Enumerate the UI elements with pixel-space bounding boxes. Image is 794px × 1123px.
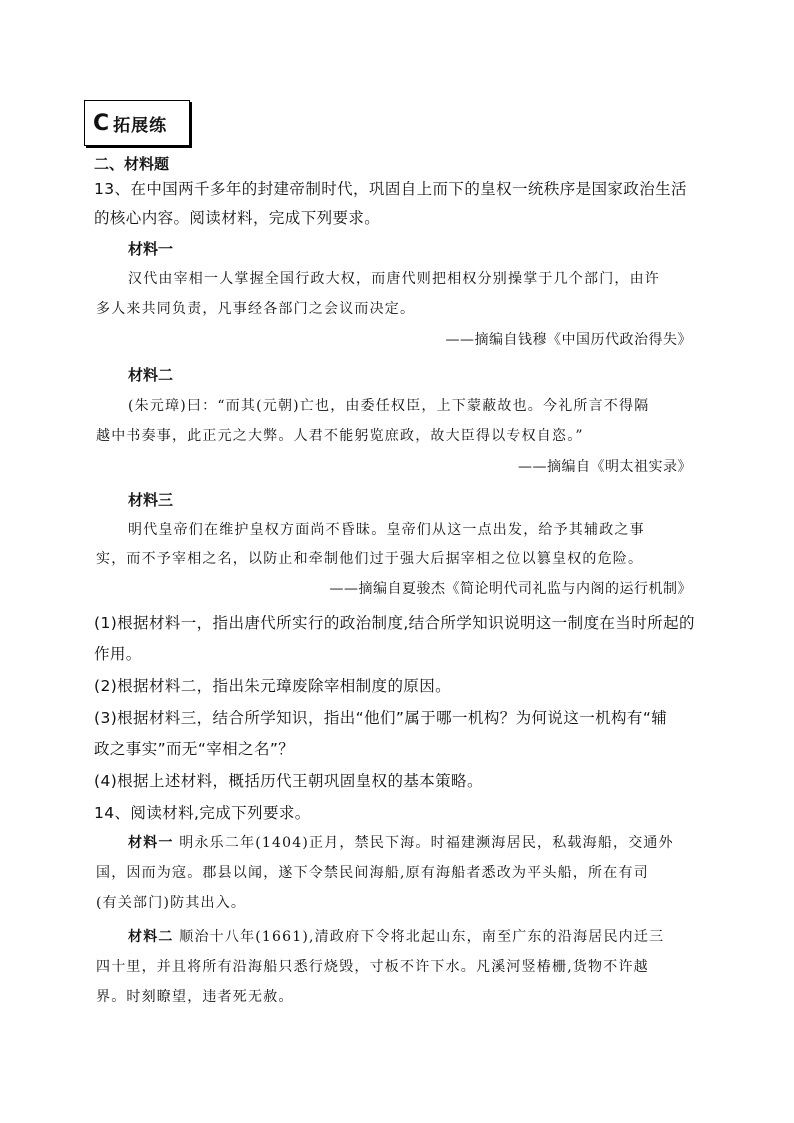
q13-sub3-line1: (3)根据材料三，结合所学知识，指出“他们”属于哪一机构？为何说这一机构有“辅 bbox=[94, 709, 668, 727]
q14-material1-title: 材料一 bbox=[128, 835, 174, 851]
q13-material3-source: ——摘编自夏骏杰《简论明代司礼监与内阁的运行机制》 bbox=[329, 581, 692, 597]
q14-material1-line3: (有关部门)防其出入。 bbox=[96, 895, 247, 911]
q13-material1-line1: 汉代由宰相一人掌握全国行政大权，而唐代则把相权分别操掌于几个部门，由许 bbox=[128, 271, 660, 287]
q13-material2-title: 材料二 bbox=[128, 366, 174, 384]
section-title: 二、材料题 bbox=[94, 155, 170, 173]
q13-sub3-line2: 政之事实”而无“宰相之名”？ bbox=[94, 740, 295, 758]
q13-material3-title: 材料三 bbox=[128, 491, 174, 509]
q13-sub1-line2: 作用。 bbox=[94, 645, 142, 663]
q13-material1-line2: 多人来共同负责，凡事经各部门之会议而决定。 bbox=[96, 301, 416, 317]
q13-material1-title: 材料一 bbox=[128, 240, 174, 258]
q14-material1-line2: 国，因而为寇。郡县以闻，遂下令禁民间海船,原有海船者悉改为平头船，所在有司 bbox=[96, 865, 649, 881]
q14-material2-title: 材料二 bbox=[128, 929, 174, 945]
q13-sub2: (2)根据材料二，指出朱元璋废除宰相制度的原因。 bbox=[94, 677, 452, 695]
q14-material2-line2: 四十里，并且将所有沿海船只悉行烧毁，寸板不许下水。凡溪河竖椿栅,货物不许越 bbox=[96, 959, 649, 975]
section-badge bbox=[84, 100, 190, 146]
badge-letter: C bbox=[93, 110, 110, 136]
q13-stem-line1: 13、在中国两千多年的封建帝制时代，巩固自上而下的皇权一统秩序是国家政治生活 bbox=[94, 180, 687, 198]
q13-sub4: (4)根据上述材料，概括历代王朝巩固皇权的基本策略。 bbox=[94, 772, 483, 790]
q14-material2-line3: 界。时刻瞭望，违者死无赦。 bbox=[96, 989, 294, 1005]
q14-material1-text: 明永乐二年(1404)正月，禁民下海。时福建濒海居民，私载海船，交通外 bbox=[179, 835, 674, 851]
q13-sub1-line1: (1)根据材料一，指出唐代所实行的政治制度,结合所学知识说明这一制度在当时所起的 bbox=[94, 614, 695, 632]
q13-material1-source: ——摘编自钱穆《中国历代政治得失》 bbox=[445, 332, 692, 348]
q13-material2-source: ——摘编自《明太祖实录》 bbox=[518, 459, 692, 475]
q13-material3-line2: 实，而不予宰相之名，以防止和牵制他们过于强大后据宰相之位以篡皇权的危险。 bbox=[96, 551, 644, 567]
q14-stem: 14、阅读材料,完成下列要求。 bbox=[94, 804, 311, 822]
q13-material2-line1: (朱元璋)曰：“而其(元朝)亡也，由委任权臣，上下蒙蔽故也。今礼所言不得隔 bbox=[128, 398, 650, 414]
q14-material2-text: 顺治十八年(1661),清政府下令将北起山东，南至广东的沿海居民内迁三 bbox=[179, 929, 665, 945]
q14-material1-line1 bbox=[128, 832, 674, 852]
q14-material2-line1 bbox=[128, 926, 664, 946]
q13-stem-line2: 的核心内容。阅读材料，完成下列要求。 bbox=[94, 209, 381, 227]
badge-title: 拓展练 bbox=[113, 115, 168, 136]
q13-material2-line2: 越中书奏事，此正元之大弊。人君不能躬览庶政，故大臣得以专权自恣。” bbox=[96, 428, 584, 444]
q13-material3-line1: 明代皇帝们在维护皇权方面尚不昏昧。皇帝们从这一点出发，给予其辅政之事 bbox=[128, 522, 645, 538]
